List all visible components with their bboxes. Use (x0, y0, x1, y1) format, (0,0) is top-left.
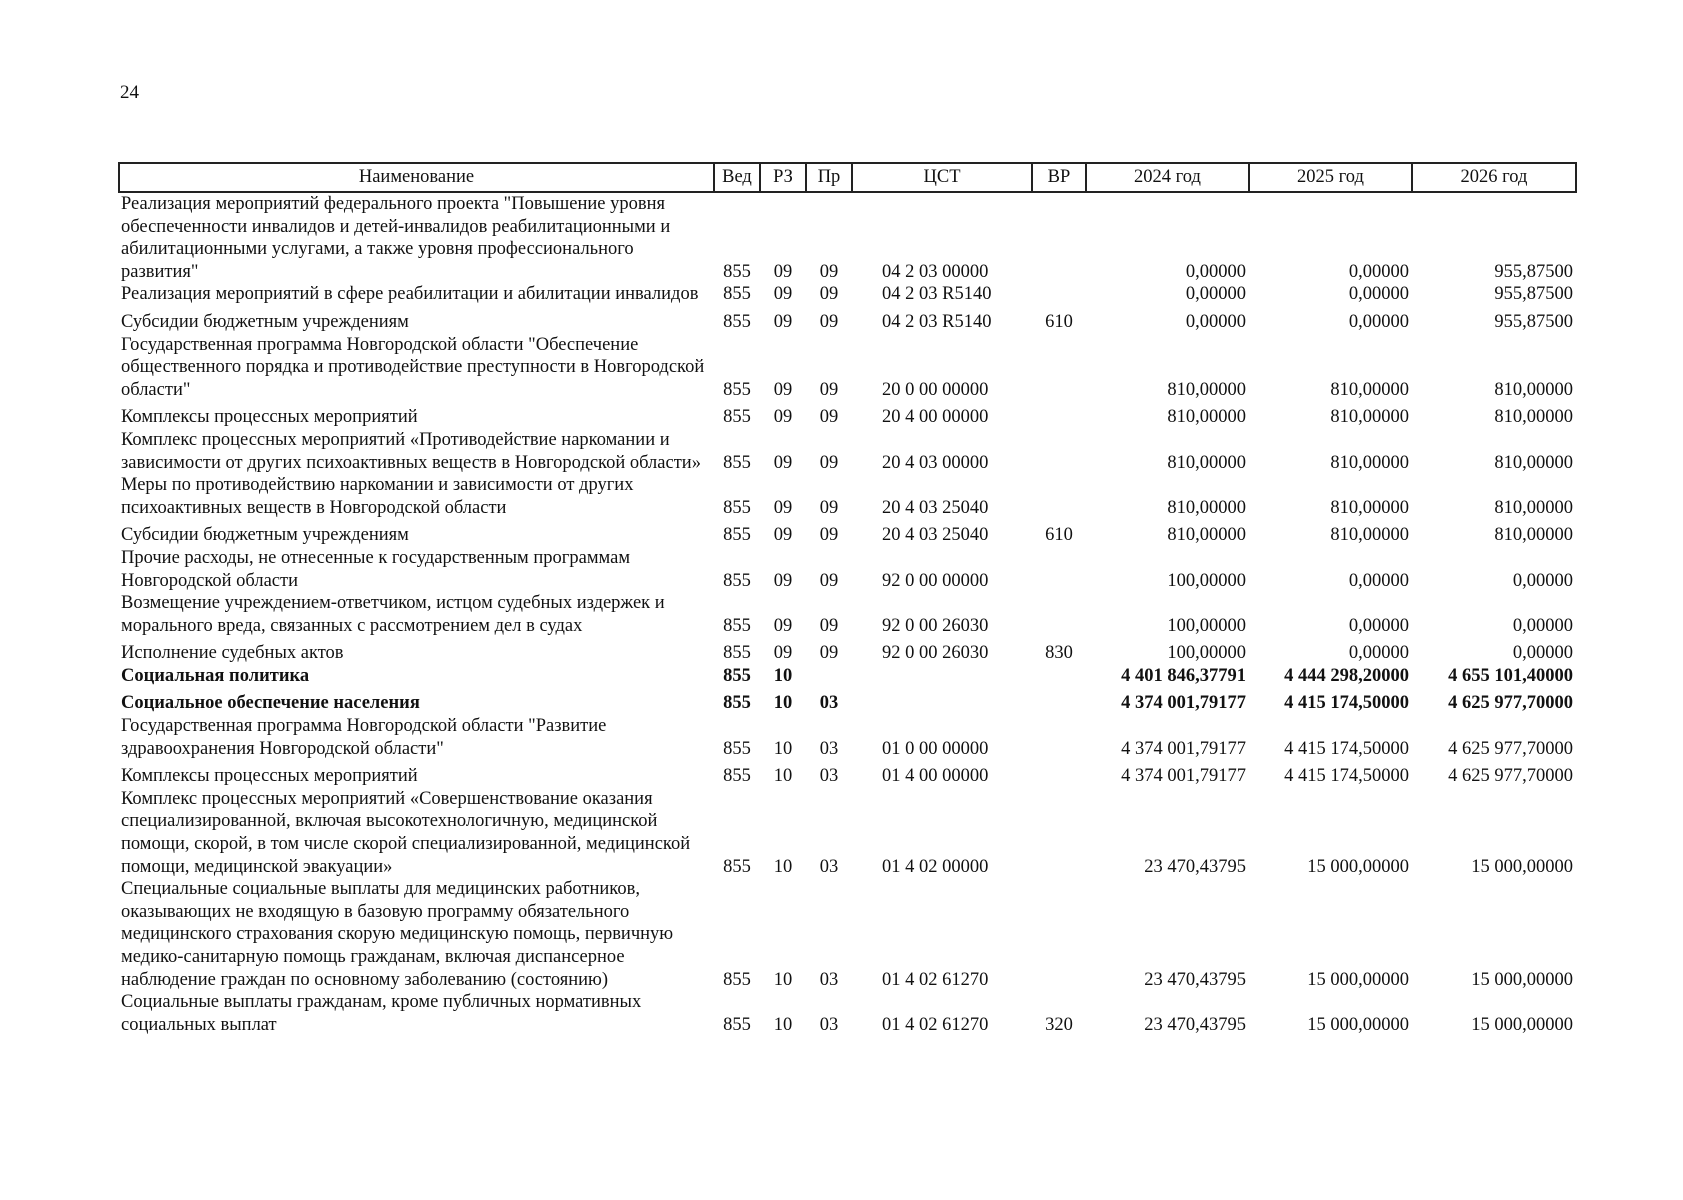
row-2025: 810,00000 (1330, 452, 1409, 473)
table-row (119, 637, 1576, 665)
row-cst: 01 4 02 00000 (882, 856, 989, 877)
row-2025: 810,00000 (1330, 497, 1409, 518)
row-2026: 0,00000 (1512, 643, 1573, 664)
row-rz: 10 (773, 766, 793, 787)
row-2026: 810,00000 (1494, 452, 1573, 473)
table-row (119, 334, 1576, 402)
row-rz: 09 (773, 570, 793, 591)
row-vr (1032, 715, 1086, 760)
row-2026: 4 625 977,70000 (1448, 766, 1573, 787)
row-name: Комплекс процессных мероприятий «Совершенствование оказания специализированной, включая высокотехнологичную, медицинской помощи, скорой, в том числе скорой специализированной, медицинской помощи, медицинской эвакуации» (121, 788, 691, 877)
row-name: Комплексы процессных мероприятий (121, 766, 418, 787)
table-row (119, 306, 1576, 334)
row-2024: 4 401 846,37791 (1121, 665, 1246, 686)
row-2026: 15 000,00000 (1471, 969, 1573, 990)
row-2026: 0,00000 (1512, 570, 1573, 591)
row-vr (1032, 283, 1086, 306)
row-cst (852, 687, 1032, 715)
row-2025: 0,00000 (1348, 643, 1409, 664)
row-ved: 855 (723, 1014, 751, 1035)
row-vr (1032, 760, 1086, 788)
table-row (119, 192, 1576, 283)
row-2026: 810,00000 (1494, 497, 1573, 518)
row-2024: 4 374 001,79177 (1121, 738, 1246, 759)
row-vr: 830 (1045, 643, 1073, 664)
row-cst: 04 2 03 R5140 (882, 284, 992, 305)
row-vr (1032, 474, 1086, 519)
row-ved: 855 (723, 379, 751, 400)
row-ved: 855 (723, 525, 751, 546)
row-2024: 100,00000 (1167, 615, 1246, 636)
row-2024: 4 374 001,79177 (1121, 766, 1246, 787)
row-cst: 20 4 03 00000 (882, 452, 989, 473)
row-2026: 955,87500 (1494, 261, 1573, 282)
row-cst: 20 4 03 25040 (882, 497, 989, 518)
row-pr: 03 (819, 693, 839, 714)
row-rz: 09 (773, 407, 793, 428)
row-cst: 01 4 02 61270 (882, 1014, 989, 1035)
row-rz: 09 (773, 525, 793, 546)
row-2026: 955,87500 (1494, 284, 1573, 305)
header-rz: РЗ (760, 163, 806, 192)
row-2025: 0,00000 (1348, 261, 1409, 282)
row-ved: 855 (723, 311, 751, 332)
row-ved: 855 (723, 738, 751, 759)
row-2025: 15 000,00000 (1307, 969, 1409, 990)
header-2026: 2026 год (1412, 163, 1576, 192)
row-cst (852, 665, 1032, 688)
table-row (119, 474, 1576, 519)
row-pr: 09 (819, 261, 839, 282)
table-row (119, 592, 1576, 637)
row-rz: 10 (773, 665, 793, 686)
row-rz: 09 (773, 284, 793, 305)
row-2026: 0,00000 (1512, 615, 1573, 636)
row-pr: 09 (819, 497, 839, 518)
header-ved: Вед (714, 163, 760, 192)
row-2024: 810,00000 (1167, 407, 1246, 428)
row-ved: 855 (723, 856, 751, 877)
row-2025: 4 415 174,50000 (1284, 738, 1409, 759)
row-vr (1032, 878, 1086, 991)
row-pr: 09 (819, 284, 839, 305)
row-2024: 23 470,43795 (1144, 969, 1246, 990)
row-name: Комплекс процессных мероприятий «Противодействие наркомании и зависимости от других психоактивных веществ в Новгородской области» (121, 429, 701, 473)
table-row (119, 878, 1576, 991)
row-ved: 855 (723, 407, 751, 428)
row-name: Возмещение учреждением-ответчиком, истцом судебных издержек и морального вреда, связанных с рассмотрением дел в судах (121, 593, 665, 636)
row-name: Реализация мероприятий в сфере реабилитации и абилитации инвалидов (121, 284, 699, 305)
table-row (119, 665, 1576, 688)
row-pr: 03 (819, 856, 839, 877)
row-rz: 09 (773, 261, 793, 282)
row-vr (1032, 429, 1086, 474)
row-cst: 20 4 03 25040 (882, 525, 989, 546)
table-row (119, 401, 1576, 429)
row-2025: 0,00000 (1348, 615, 1409, 636)
row-2024: 100,00000 (1167, 643, 1246, 664)
row-pr: 09 (819, 615, 839, 636)
table-row (119, 429, 1576, 474)
row-2024: 810,00000 (1167, 525, 1246, 546)
row-vr (1032, 401, 1086, 429)
row-pr: 09 (819, 311, 839, 332)
row-ved: 855 (723, 969, 751, 990)
row-vr: 320 (1045, 1014, 1073, 1035)
row-2025: 4 415 174,50000 (1284, 766, 1409, 787)
row-2026: 4 625 977,70000 (1448, 693, 1573, 714)
row-2024: 810,00000 (1167, 379, 1246, 400)
row-2026: 4 625 977,70000 (1448, 738, 1573, 759)
row-ved: 855 (723, 615, 751, 636)
table-row (119, 519, 1576, 547)
header-cst: ЦСТ (852, 163, 1032, 192)
row-vr (1032, 592, 1086, 637)
row-cst: 92 0 00 26030 (882, 643, 989, 664)
row-cst: 92 0 00 26030 (882, 615, 989, 636)
row-rz: 09 (773, 452, 793, 473)
row-2026: 15 000,00000 (1471, 856, 1573, 877)
row-pr: 09 (819, 452, 839, 473)
row-rz: 10 (773, 693, 793, 714)
row-2026: 955,87500 (1494, 311, 1573, 332)
row-pr: 09 (819, 525, 839, 546)
header-pr: Пр (806, 163, 852, 192)
row-rz: 10 (773, 856, 793, 877)
row-2025: 4 415 174,50000 (1284, 693, 1409, 714)
row-name: Социальные выплаты гражданам, кроме публичных нормативных социальных выплат (121, 992, 642, 1035)
row-ved: 855 (723, 693, 751, 714)
row-vr: 610 (1045, 311, 1073, 332)
row-pr: 09 (819, 570, 839, 591)
row-name: Социальная политика (121, 665, 310, 686)
row-name: Исполнение судебных актов (121, 643, 344, 664)
row-2024: 0,00000 (1185, 311, 1246, 332)
table-row (119, 547, 1576, 592)
row-pr: 09 (819, 407, 839, 428)
row-vr (1032, 687, 1086, 715)
table-row (119, 788, 1576, 878)
table-row (119, 715, 1576, 760)
row-pr: 03 (819, 738, 839, 759)
header-name: Наименование (119, 163, 714, 192)
row-vr (1032, 547, 1086, 592)
header-vr: ВР (1032, 163, 1086, 192)
row-vr (1032, 334, 1086, 402)
row-2026: 15 000,00000 (1471, 1014, 1573, 1035)
row-pr: 03 (819, 766, 839, 787)
row-cst: 04 2 03 R5140 (882, 311, 992, 332)
row-pr: 09 (819, 643, 839, 664)
row-ved: 855 (723, 766, 751, 787)
row-2024: 4 374 001,79177 (1121, 693, 1246, 714)
row-name: Государственная программа Новгородской области "Обеспечение общественного порядка и противодействие преступности в Новгородской области" (121, 334, 705, 400)
row-rz: 09 (773, 643, 793, 664)
row-rz: 09 (773, 615, 793, 636)
row-ved: 855 (723, 261, 751, 282)
row-name: Государственная программа Новгородской области "Развитие здравоохранения Новгородской области" (121, 716, 607, 759)
row-name: Меры по противодействию наркомании и зависимости от других психоактивных веществ в Новгородской области (121, 475, 634, 518)
row-vr: 610 (1045, 525, 1073, 546)
header-2024: 2024 год (1086, 163, 1249, 192)
row-name: Специальные социальные выплаты для медицинских работников, оказывающих не входящую в базовую программу обязательного медицинского страхования скорую медицинскую помощь, первичную медико-санитарную помощь гражданам, включая диспансерное наблюдение граждан по основному заболеванию (состоянию) (121, 879, 674, 990)
row-2026: 4 655 101,40000 (1448, 665, 1573, 686)
row-2026: 810,00000 (1494, 525, 1573, 546)
table-header-row (119, 163, 1576, 192)
row-2025: 15 000,00000 (1307, 856, 1409, 877)
row-2025: 810,00000 (1330, 525, 1409, 546)
row-2025: 810,00000 (1330, 379, 1409, 400)
row-pr (806, 665, 852, 688)
row-2025: 0,00000 (1348, 311, 1409, 332)
row-rz: 09 (773, 379, 793, 400)
row-vr (1032, 788, 1086, 878)
row-name: Прочие расходы, не отнесенные к государственным программам Новгородской области (121, 547, 631, 591)
row-rz: 09 (773, 497, 793, 518)
row-name: Субсидии бюджетным учреждениям (121, 525, 409, 546)
row-2025: 0,00000 (1348, 570, 1409, 591)
row-ved: 855 (723, 452, 751, 473)
page-number: 24 (120, 82, 139, 103)
row-ved: 855 (723, 665, 751, 686)
row-cst: 92 0 00 00000 (882, 570, 989, 591)
row-cst: 01 0 00 00000 (882, 738, 989, 759)
row-cst: 01 4 00 00000 (882, 766, 989, 787)
row-rz: 10 (773, 1014, 793, 1035)
table-row (119, 991, 1576, 1036)
row-pr: 03 (819, 1014, 839, 1035)
row-2024: 23 470,43795 (1144, 856, 1246, 877)
row-rz: 10 (773, 969, 793, 990)
row-pr: 03 (819, 969, 839, 990)
row-ved: 855 (723, 570, 751, 591)
row-vr (1032, 192, 1086, 283)
row-ved: 855 (723, 643, 751, 664)
row-rz: 10 (773, 738, 793, 759)
row-name: Комплексы процессных мероприятий (121, 407, 418, 428)
row-2026: 810,00000 (1494, 379, 1573, 400)
row-2024: 0,00000 (1185, 261, 1246, 282)
row-ved: 855 (723, 497, 751, 518)
row-pr: 09 (819, 379, 839, 400)
budget-table (118, 162, 1577, 1036)
row-vr (1032, 665, 1086, 688)
row-2024: 0,00000 (1185, 284, 1246, 305)
header-2025: 2025 год (1249, 163, 1412, 192)
row-cst: 20 4 00 00000 (882, 407, 989, 428)
row-name: Субсидии бюджетным учреждениям (121, 311, 409, 332)
table-row (119, 687, 1576, 715)
row-rz: 09 (773, 311, 793, 332)
row-2025: 4 444 298,20000 (1284, 665, 1409, 686)
row-2025: 810,00000 (1330, 407, 1409, 428)
row-2024: 810,00000 (1167, 452, 1246, 473)
row-cst: 04 2 03 00000 (882, 261, 989, 282)
table-row (119, 283, 1576, 306)
row-cst: 01 4 02 61270 (882, 969, 989, 990)
row-cst: 20 0 00 00000 (882, 379, 989, 400)
row-name: Реализация мероприятий федерального проекта "Повышение уровня обеспеченности инвалидов и детей-инвалидов реабилитационными и абилитационными услугами, а также уровня профессионального развития" (121, 194, 671, 282)
row-2026: 810,00000 (1494, 407, 1573, 428)
row-2024: 810,00000 (1167, 497, 1246, 518)
row-ved: 855 (723, 284, 751, 305)
row-2025: 15 000,00000 (1307, 1014, 1409, 1035)
table-row (119, 760, 1576, 788)
row-2024: 100,00000 (1167, 570, 1246, 591)
row-name: Социальное обеспечение населения (121, 693, 420, 714)
row-2025: 0,00000 (1348, 284, 1409, 305)
row-2024: 23 470,43795 (1144, 1014, 1246, 1035)
